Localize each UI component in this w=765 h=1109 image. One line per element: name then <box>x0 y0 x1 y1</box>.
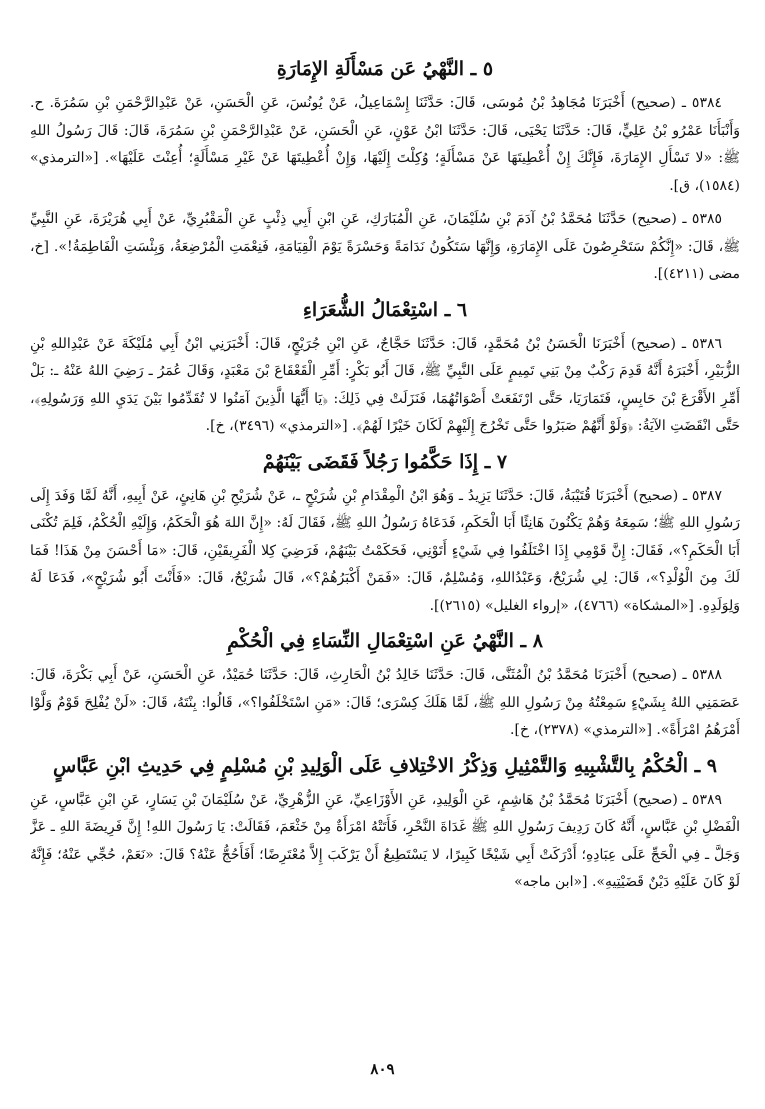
hadith-paragraph: ٥٣٨٥ ـ (صحيح) حَدَّثَنَا مُحَمَّدُ بْنُ آدَمَ بْنِ سُلَيْمَانَ، عَنِ الْمُبَارَكِ، عَنِ ابْنِ أَبِي ذِئْبٍ عَنِ الْمَقْبُرِيِّ، عَنْ أَبِي هُرَيْرَةَ، عَنِ النَّبِيِّ ﷺ، قَالَ: «إِنَّكُمْ سَتَحْرِصُونَ عَلَى الإِمَارَةِ، وَإِنَّهَا سَتَكُونُ نَدَامَةً وَحَسْرَةً يَوْمَ الْقِيَامَةِ، فَنِعْمَتِ الْمُرْضِعَةُ، وَبِئْسَتِ الْفَاطِمَةُ!». [خ، مضى (٤٢١١)]. <box>30 211 740 282</box>
hadith-paragraph: ٥٣٨٨ ـ (صحيح) أَخْبَرَنَا مُحَمَّدُ بْنُ الْمُثَنَّى، قَالَ: حَدَّثَنَا خَالِدُ بْنُ الْحَارِثِ، قَالَ: حَدَّثَنَا حُمَيْدٌ، عَنِ الْحَسَنِ، عَنْ أَبِي بَكْرَةَ، قَالَ: عَصَمَنِي اللهُ بِشَيْءٍ سَمِعْتُهُ مِنْ رَسُولِ اللهِ ﷺ، لَمَّا هَلَكَ كِسْرَى؛ قَالَ: «مَنِ اسْتَخْلَفُوا؟»، قَالُوا: بِنْتَهُ، قَالَ: «لَنْ يُفْلِحَ قَوْمٌ وَلَّوْا أَمْرَهُمُ امْرَأَةً». [«الترمذي» (٢٣٧٨)، خ]. <box>30 667 740 738</box>
section-heading: ٩ ـ الْحُكْمُ بِالتَّشْبِيهِ وَالتَّمْثِيلِ وَذِكْرُ الاخْتِلافِ عَلَى الْوَلِيدِ بْنِ مُسْلِمٍ فِي حَدِيثِ ابْنِ عَبَّاسٍ <box>53 754 717 777</box>
section-heading: ٦ ـ اسْتِعْمَالُ الشُّعَرَاءِ <box>302 298 468 321</box>
hadith-paragraph: ٥٣٨٩ ـ (صحيح) أَخْبَرَنَا مُحَمَّدُ بْنُ هَاشِمٍ، عَنِ الْوَلِيدِ، عَنِ الأَوْزَاعِيِّ، عَنِ الزُّهْرِيِّ، عَنْ سُلَيْمَانَ بْنِ يَسَارٍ، عَنِ ابْنِ عَبَّاسٍ، عَنِ الْفَضْلِ بْنِ عَبَّاسٍ، أَنَّهُ كَانَ رَدِيفَ رَسُولِ اللهِ ﷺ غَدَاةَ النَّحْرِ، فَأَتَتْهُ امْرَأَةٌ مِنْ خَثْعَمَ، فَقَالَتْ: يَا رَسُولَ اللهِ! إِنَّ فَرِيضَةَ اللهِ ـ عَزَّ وَجَلَّ ـ فِي الْحَجِّ عَلَى عِبَادِهِ؛ أَدْرَكَتْ أَبِي شَيْخًا كَبِيرًا، لا يَسْتَطِيعُ أَنْ يَرْكَبَ إِلاَّ مُعْتَرِضًا؛ أَفَأَحُجُّ عَنْهُ؟ قَالَ: «نَعَمْ، حُجِّي عَنْهُ؛ فَإِنَّهُ لَوْ كَانَ عَلَيْهِ دَيْنٌ قَضَيْتِيهِ». [«ابن ماجه» <box>30 791 740 890</box>
section-heading: ٧ ـ إِذَا حَكَّمُوا رَجُلاً فَقَضَى بَيْنَهُمْ <box>262 450 508 473</box>
hadith-paragraph: ٥٣٨٧ ـ (صحيح) أَخْبَرَنَا قُتَيْبَةُ، قَالَ: حَدَّثَنَا يَزِيدُ ـ وَهُوَ ابْنُ الْمِقْدَامِ بْنِ شُرَيْحٍ ـ، عَنْ شُرَيْحِ بْنِ هَانِئٍ، عَنْ أَبِيهِ، أَنَّهُ لَمَّا وَفَدَ إِلَى رَسُولِ اللهِ ﷺ؛ سَمِعَهُ وَهُمْ يَكْنُونَ هَانِئًا أَبَا الْحَكَمِ، فَدَعَاهُ رَسُولُ اللهِ ﷺ، فَقَالَ لَهُ: «إِنَّ اللهَ هُوَ الْحَكَمُ، وَإِلَيْهِ الْحُكْمُ، فَلِمَ تُكْنَى أَبَا الْحَكَمِ؟»، فَقَالَ: إِنَّ قَوْمِي إِذَا اخْتَلَفُوا فِي شَيْءٍ أَتَوْنِي، فَحَكَمْتُ بَيْنَهُمْ، فَرَضِيَ كِلا الْفَرِيقَيْنِ، قَالَ: «مَا أَحْسَنَ مِنْ هَذَا! فَمَا لَكَ مِنَ الْوُلْدِ؟»، قَالَ: لِي شُرَيْحٌ، وَعَبْدُاللهِ، وَمُسْلِمٌ، قَالَ: «فَمَنْ أَكْبَرُهُمْ؟»، قَالَ شُرَيْحٌ، قَالَ: «فَأَنْتَ أَبُو شُرَيْحٍ»، فَدَعَا لَهُ وَلِوَلَدِهِ. [«المشكاة» (٤٧٦٦)، «إرواء الغليل» (٢٦١٥)]. <box>30 487 740 614</box>
hadith-paragraph: ٥٣٨٤ ـ (صحيح) أَخْبَرَنَا مُجَاهِدُ بْنُ مُوسَى، قَالَ: حَدَّثَنَا إِسْمَاعِيلُ، عَنْ يُونُسَ، عَنِ الْحَسَنِ، عَنْ عَبْدِالرَّحْمَنِ بْنِ سَمُرَةَ. ح. وَأَنْبَأَنَا عَمْرُو بْنُ عَلِيٍّ، قَالَ: حَدَّثَنَا يَحْيَى، قَالَ: حَدَّثَنَا ابْنُ عَوْنٍ، عَنِ الْحَسَنِ، عَنْ عَبْدِالرَّحْمَنِ بْنِ سَمُرَةَ، قَالَ: قَالَ رَسُولُ اللهِ ﷺ: «لا تَسْأَلِ الإِمَارَةَ، فَإِنَّكَ إِنْ أُعْطِيتَهَا عَنْ مَسْأَلَةٍ؛ وُكِلْتَ إِلَيْهَا، وَإِنْ أُعْطِيتَهَا عَنْ غَيْرِ مَسْأَلَةٍ؛ أُعِنْتَ عَلَيْهَا». [«الترمذي» (١٥٨٤)، ق]. <box>30 95 740 194</box>
page-number: ٨٠٩ <box>370 1060 395 1078</box>
section-heading: ٥ ـ النَّهْيُ عَن مَسْأَلَةِ الإِمَارَةِ <box>276 58 494 80</box>
page-body <box>30 50 740 1060</box>
hadith-paragraph: ٥٣٨٦ ـ (صحيح) أَخْبَرَنَا الْحَسَنُ بْنُ مُحَمَّدٍ، قَالَ: حَدَّثَنَا حَجَّاجٌ، عَنِ ابْنِ جُرَيْجٍ، قَالَ: أَخْبَرَنِي ابْنُ أَبِي مُلَيْكَةَ عَنْ عَبْدِاللهِ بْنِ الزُّبَيْرِ، أَخْبَرَهُ أَنَّهُ قَدِمَ رَكْبٌ مِنْ بَنِي تَمِيمٍ عَلَى النَّبِيِّ ﷺ، قَالَ أَبُو بَكْرٍ: أَمِّرِ الْقَعْقَاعَ بْنَ مَعْبَدٍ، وَقَالَ عُمَرُ ـ رَضِيَ اللهُ عَنْهُ ـ: بَلْ أَمِّرِ الأَقْرَعَ بْنَ حَابِسٍ، فَتَمَارَيَا، حَتَّى ارْتَفَعَتْ أَصْوَاتُهُمَا، فَنَزَلَتْ فِي ذَلِكَ: ﴿يَا أَيُّهَا الَّذِينَ آمَنُوا لا تُقَدِّمُوا بَيْنَ يَدَيِ اللهِ وَرَسُولِهِ﴾، حَتَّى انْقَضَتِ الآيَةُ: ﴿وَلَوْ أَنَّهُمْ صَبَرُوا حَتَّى تَخْرُجَ إِلَيْهِمْ لَكَانَ خَيْرًا لَهُمْ﴾. [«الترمذي» (٣٤٩٦)، خ]. <box>30 335 740 434</box>
section-heading: ٨ ـ النَّهْيُ عَنِ اسْتِعْمَالِ النِّسَاءِ فِي الْحُكْمِ <box>227 630 543 652</box>
